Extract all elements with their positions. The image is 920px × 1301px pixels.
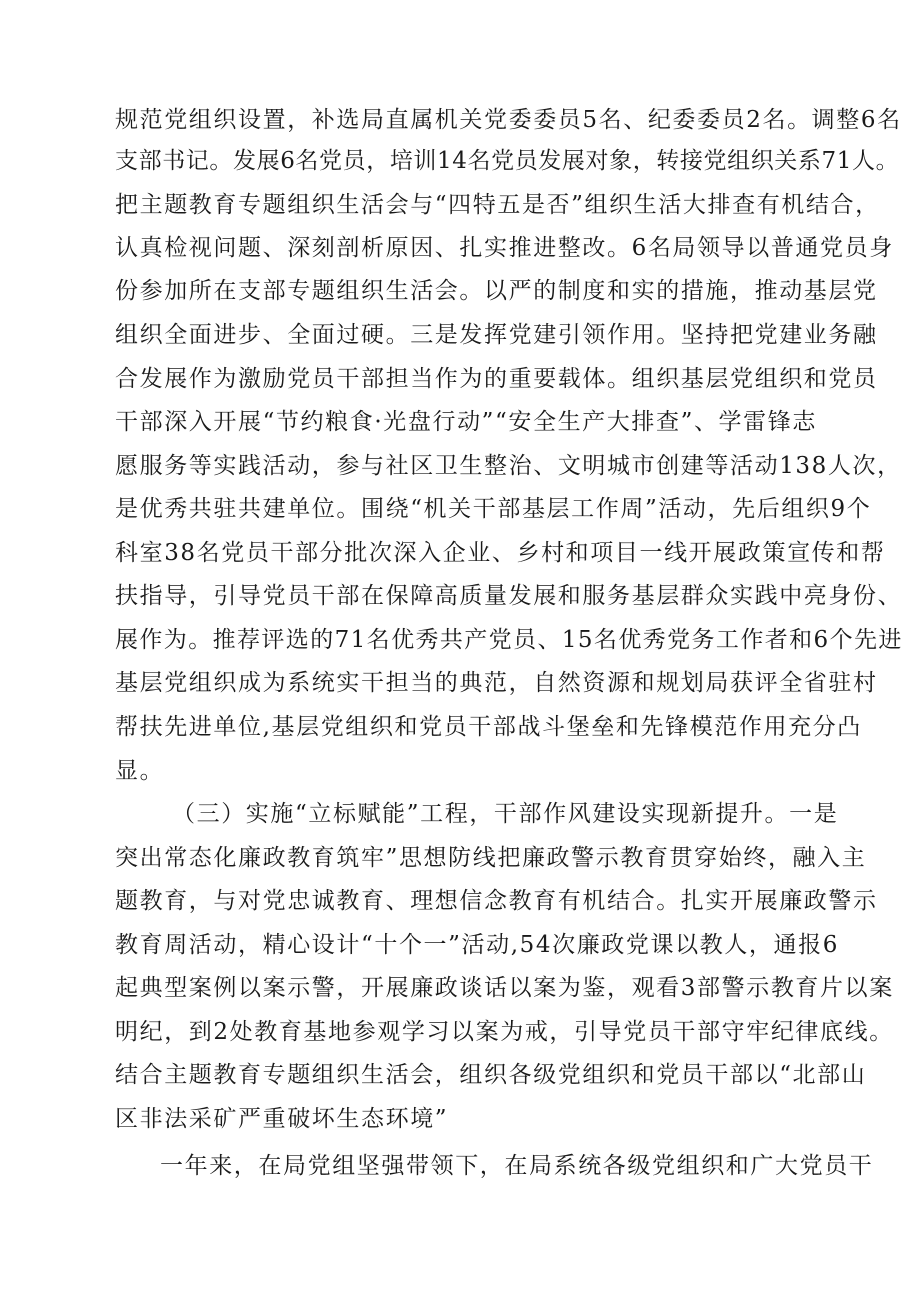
text-line: 教育周活动，精心设计“十个一”活动,54次廉政党课以教人，通报6 xyxy=(115,932,839,958)
text-line: 帮扶先进单位,基层党组织和党员干部战斗堡垒和先锋模范作用充分凸 xyxy=(115,714,862,740)
text-line: 把主题教育专题组织生活会与“四特五是否”组织生活大排查有机结合， xyxy=(115,192,880,218)
text-line: 区非法采矿严重破坏生态环境” xyxy=(115,1106,449,1132)
text-line: 组织全面进步、全面过硬。三是发挥党建引领作用。坚持把党建业务融 xyxy=(115,322,878,348)
text-line: 支部书记。发展6名党员，培训14名党员发展对象，转接党组织关系71人。 xyxy=(115,148,900,174)
section-heading-line: （三）实施“立标赋能”工程，干部作风建设实现新提升。一是 xyxy=(172,801,839,827)
paragraph-start-line: 一年来，在局党组坚强带领下，在局系统各级党组织和广大党员干 xyxy=(160,1153,874,1179)
text-line: 科室38名党员干部分批次深入企业、乡村和项目一线开展政策宣传和帮 xyxy=(115,540,886,566)
text-line: 起典型案例以案示警，开展廉政谈话以案为鉴，观看3部警示教育片以案 xyxy=(115,975,894,1001)
text-line: 明纪，到2处教育基地参观学习以案为戒，引导党员干部守牢纪律底线。 xyxy=(115,1019,894,1045)
text-line: 扶指导，引导党员干部在保障高质量发展和服务基层群众实践中亮身份、 xyxy=(115,583,903,609)
text-line: 规范党组织设置，补选局直属机关党委委员5名、纪委委员2名。调整6名 xyxy=(115,107,902,133)
text-line: 合发展作为激励党员干部担当作为的重要载体。组织基层党组织和党员 xyxy=(115,366,878,392)
text-line: 展作为。推荐评选的71名优秀共产党员、15名优秀党务工作者和6个先进 xyxy=(115,627,903,653)
text-line: 愿服务等实践活动，参与社区卫生整治、文明城市创建等活动138人次， xyxy=(115,453,902,479)
text-line: 结合主题教育专题组织生活会，组织各级党组织和党员干部以“北部山 xyxy=(115,1062,867,1088)
text-line: 份参加所在支部专题组织生活会。以严的制度和实的措施，推动基层党 xyxy=(115,278,878,304)
text-line: 基层党组织成为系统实干担当的典范，自然资源和规划局获评全省驻村 xyxy=(115,670,878,696)
text-line: 显。 xyxy=(115,758,165,784)
text-line: 题教育，与对党忠诚教育、理想信念教育有机结合。扎实开展廉政警示 xyxy=(115,888,878,914)
text-line: 突出常态化廉政教育筑牢”思想防线把廉政警示教育贯穿始终，融入主 xyxy=(115,845,867,871)
text-line: 是优秀共驻共建单位。围绕“机关干部基层工作周”活动，先后组织9个 xyxy=(115,496,872,522)
text-line: 认真检视问题、深刻剖析原因、扎实推进整改。6名局领导以普通党员身 xyxy=(115,235,894,261)
text-line: 干部深入开展“节约粮食·光盘行动”“安全生产大排查”、学雷锋志 xyxy=(115,409,817,435)
